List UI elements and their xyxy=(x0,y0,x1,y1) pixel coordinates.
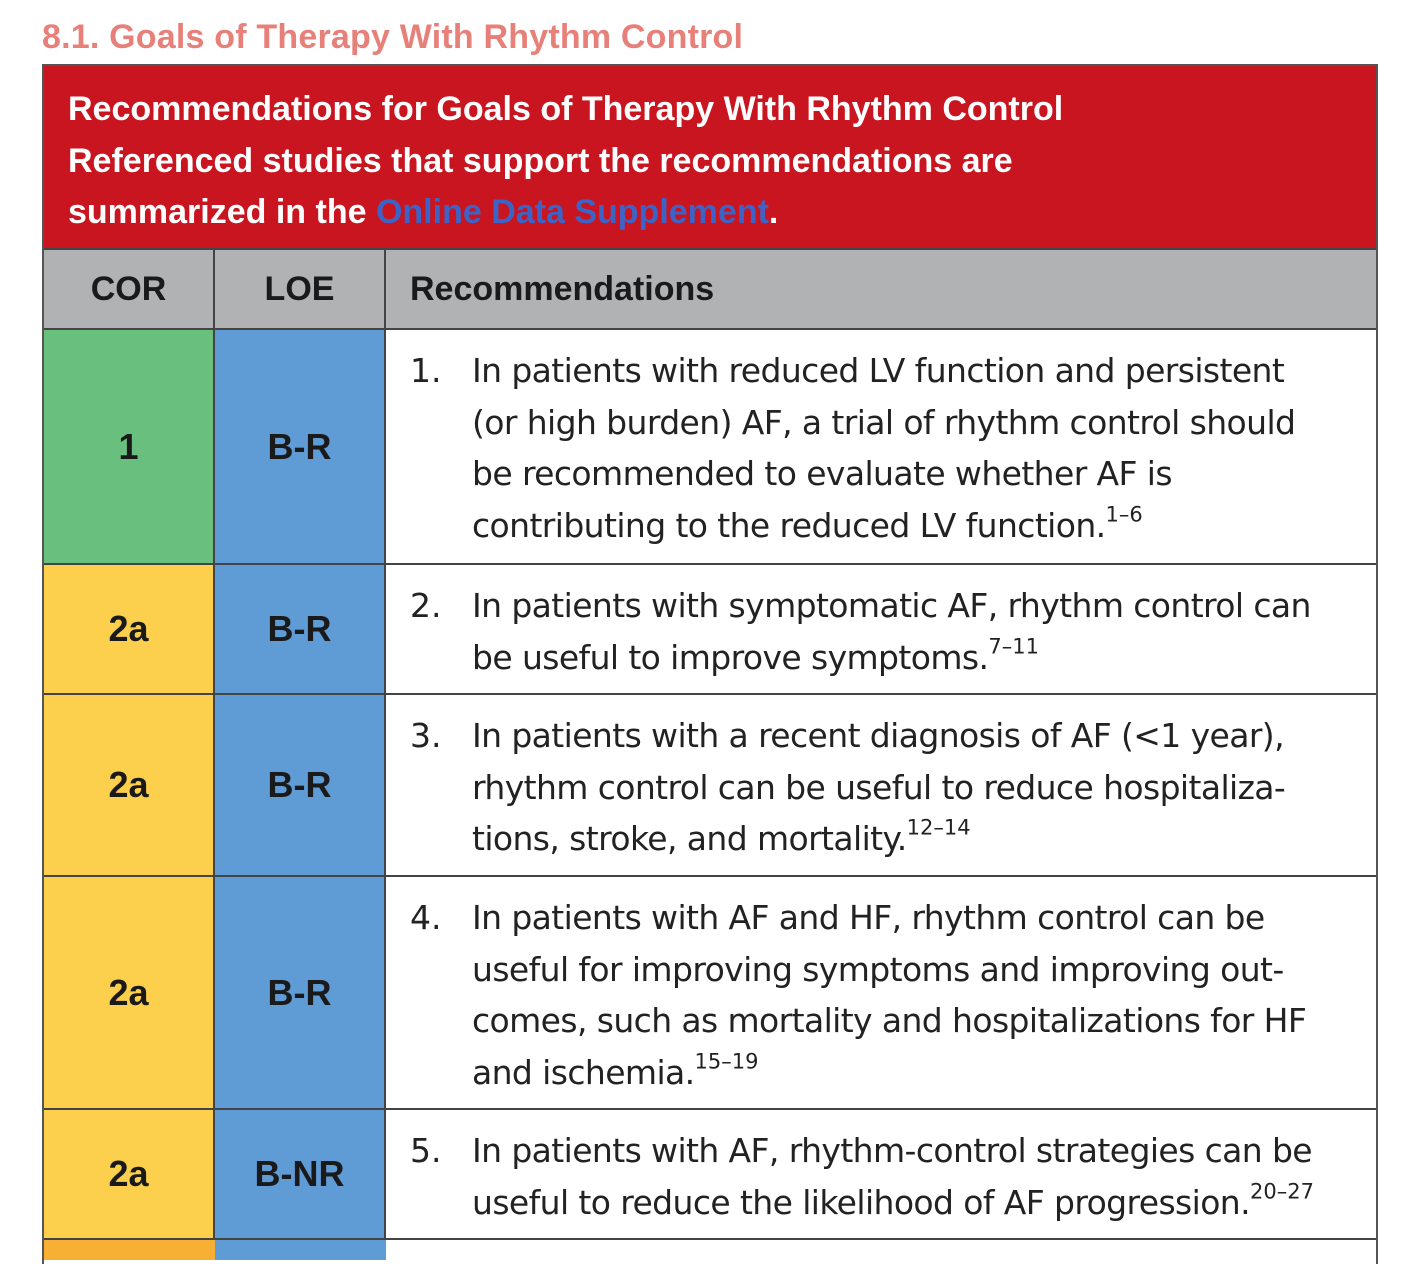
loe-cell: B-NR xyxy=(215,1110,386,1240)
column-header-recommendations: Recommendations xyxy=(386,250,1378,330)
table-header-banner xyxy=(44,66,1376,250)
subtitle-prefix: summarized in the xyxy=(68,193,376,231)
recommendation-line xyxy=(472,1177,1372,1229)
recommendation-text xyxy=(472,345,1372,551)
recommendation-line: In patients with symptomatic AF, rhythm control can xyxy=(472,586,1311,625)
section-title: 8.1. Goals of Therapy With Rhythm Control xyxy=(42,18,744,56)
recommendation-cell xyxy=(386,695,1378,877)
loe-cell: B-R xyxy=(215,877,386,1110)
recommendation-text xyxy=(472,892,1372,1098)
recommendation-line xyxy=(472,1047,1372,1099)
recommendation-line: rhythm control can be useful to reduce hospitaliza- xyxy=(472,767,1286,807)
table-title: Recommendations for Goals of Therapy With Rhythm Control xyxy=(68,90,1064,128)
reference-superscript: 1–6 xyxy=(1105,501,1143,526)
recommendation-cell xyxy=(386,330,1378,565)
recommendation-line xyxy=(472,500,1372,552)
table-row xyxy=(44,877,1376,1110)
recommendation-cell xyxy=(386,877,1378,1110)
loe-cell: B-R xyxy=(215,565,386,695)
recommendations-table xyxy=(42,64,1378,1264)
recommendation-number: 2. xyxy=(410,586,442,625)
recommendation-line-text: and ischemia. xyxy=(472,1052,695,1092)
cor-cell: 2a xyxy=(44,877,215,1110)
recommendation-text xyxy=(472,1125,1372,1228)
reference-superscript: 15–19 xyxy=(694,1048,759,1073)
recommendation-line: In patients with a recent diagnosis of AF (<1 year), xyxy=(472,716,1284,755)
recommendation-number: 3. xyxy=(410,716,442,755)
recommendation-line-text: contributing to the reduced LV function. xyxy=(472,505,1106,545)
recommendation-cell xyxy=(386,565,1378,695)
recommendation-cell xyxy=(386,1110,1378,1240)
reference-superscript: 7–11 xyxy=(988,633,1039,658)
recommendation-text xyxy=(472,580,1372,683)
loe-cell: B-R xyxy=(215,330,386,565)
reference-superscript: 20–27 xyxy=(1250,1178,1314,1203)
table-row xyxy=(44,1110,1376,1240)
recommendation-line: In patients with reduced LV function and persistent xyxy=(472,351,1285,390)
recommendation-line-text: useful to reduce the likelihood of AF progression. xyxy=(472,1182,1251,1222)
recommendation-line xyxy=(472,632,1372,684)
cor-cell: 2a xyxy=(44,565,215,695)
recommendation-line xyxy=(472,813,1372,865)
cor-cell: 1 xyxy=(44,330,215,565)
column-header-loe: LOE xyxy=(215,250,386,330)
table-row xyxy=(44,565,1376,695)
recommendation-line: In patients with AF, rhythm-control strategies can be xyxy=(472,1131,1312,1170)
online-data-supplement-link[interactable]: Online Data Supplement xyxy=(375,193,769,231)
subtitle-suffix: . xyxy=(768,193,779,231)
recommendation-number: 4. xyxy=(410,898,442,937)
column-header-cor: COR xyxy=(44,250,215,330)
cor-cell: 2a xyxy=(44,695,215,877)
recommendation-number: 5. xyxy=(410,1131,442,1170)
recommendation-number: 1. xyxy=(410,351,442,390)
recommendation-line: be recommended to evaluate whether AF is xyxy=(472,454,1172,493)
recommendation-line: (or high burden) AF, a trial of rhythm control should xyxy=(472,402,1296,442)
table-subtitle-line-1: Referenced studies that support the recommendations are xyxy=(68,142,1013,180)
recommendation-line: comes, such as mortality and hospitalizations for HF xyxy=(472,1001,1307,1040)
recommendation-line: useful for improving symptoms and improving out- xyxy=(472,949,1284,989)
table-row xyxy=(44,695,1376,877)
recommendation-line-text: tions, stroke, and mortality. xyxy=(472,819,907,858)
recommendation-line: In patients with AF and HF, rhythm control can be xyxy=(472,898,1265,937)
recommendation-text xyxy=(472,710,1372,865)
recommendation-line-text: be useful to improve symptoms. xyxy=(472,637,989,677)
loe-cell-partial xyxy=(215,1240,386,1260)
reference-superscript: 12–14 xyxy=(906,815,971,840)
cor-cell-partial xyxy=(44,1240,215,1260)
cor-cell: 2a xyxy=(44,1110,215,1240)
loe-cell: B-R xyxy=(215,695,386,877)
table-row xyxy=(44,330,1376,565)
table-subtitle-line-2 xyxy=(68,193,778,232)
